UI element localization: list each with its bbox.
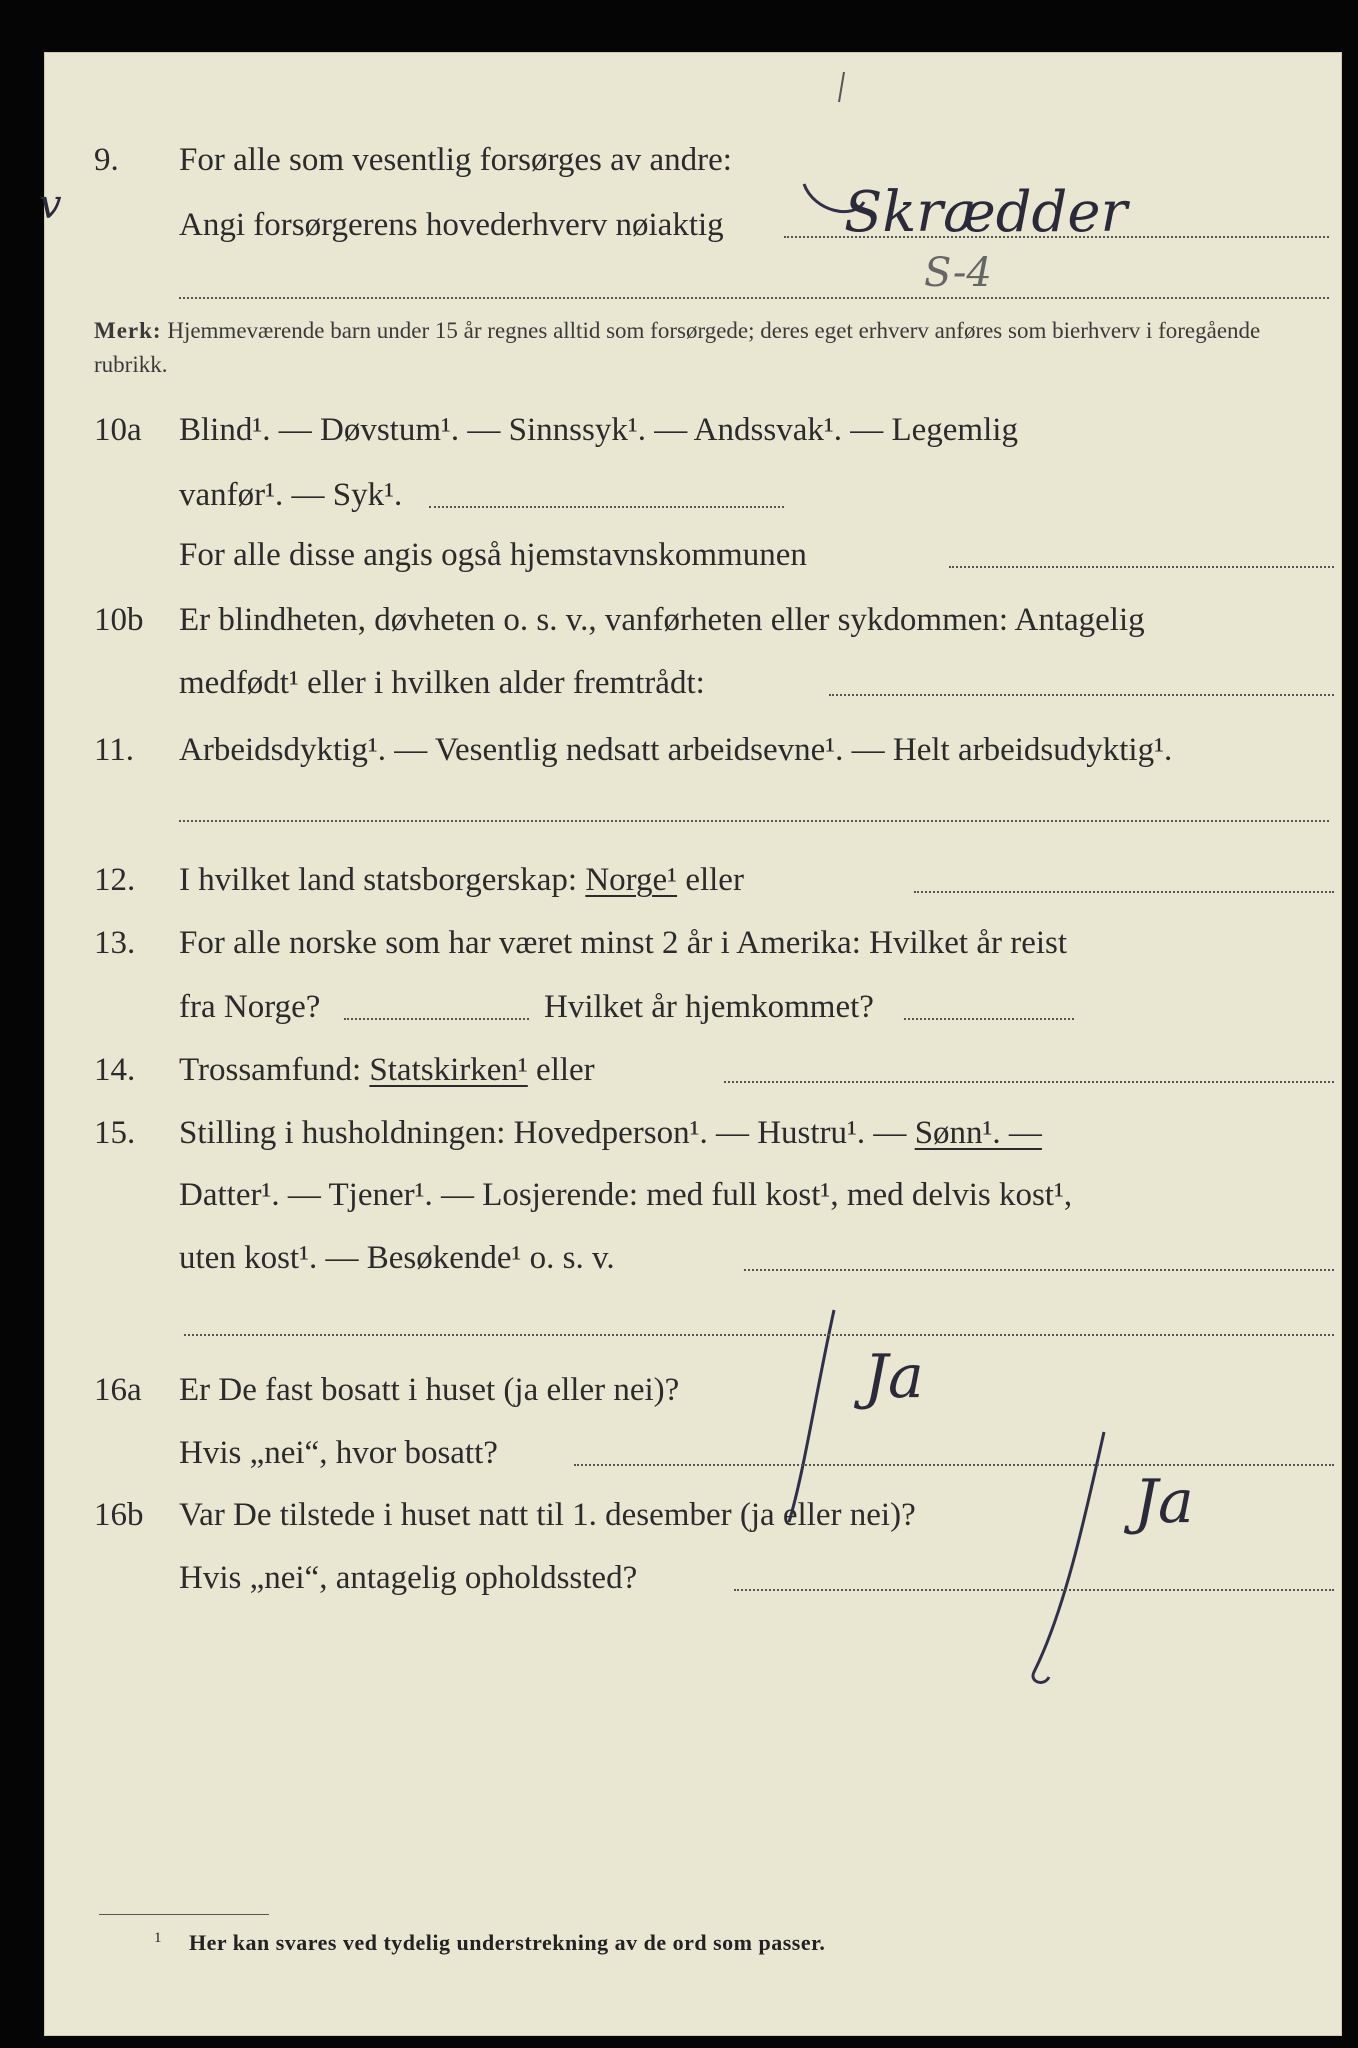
- q13-row-2: [44, 984, 1342, 1030]
- q11-line-1: Arbeidsdyktig¹. — Vesentlig nedsatt arbeidsevne¹. — Helt arbeidsudyktig¹.: [179, 732, 1173, 768]
- q13-line-1: For alle norske som har været minst 2 år i Amerika: Hvilket år reist: [179, 925, 1068, 961]
- q16b-handwritten-answer: Ja: [1134, 1467, 1194, 1537]
- footnote-text: Her kan svares ved tydelig understrekning av de ord som passer.: [189, 1930, 826, 1955]
- footnote-rule: [99, 1914, 269, 1915]
- q13-line-2a: fra Norge?: [179, 989, 321, 1025]
- q16b-row-2: [44, 1555, 1342, 1601]
- q10a-number: 10a: [94, 412, 142, 448]
- q16a-handwritten-answer: Ja: [864, 1342, 924, 1412]
- q14-prefix: Trossamfund:: [179, 1052, 362, 1088]
- q10a-row-3: [44, 532, 1342, 578]
- q12-dots: [914, 891, 1334, 893]
- footnote: [154, 1930, 825, 1956]
- q15-row-1: [44, 1110, 1342, 1156]
- q11-dots: [179, 820, 1329, 822]
- q10b-row-2: [44, 660, 1342, 706]
- q9-number: 9.: [94, 142, 119, 178]
- q14-line: [179, 1047, 595, 1093]
- merk-label: Merk:: [94, 318, 162, 343]
- q9-row-2: [44, 202, 1342, 248]
- q15-extra-dots: [184, 1334, 1334, 1336]
- q11-number: 11.: [94, 732, 135, 768]
- q11-row-1: [44, 727, 1342, 773]
- q12-number: 12.: [94, 862, 136, 898]
- q13-line-2b: Hvilket år hjemkommet?: [544, 989, 874, 1025]
- q14-suffix: eller: [536, 1052, 595, 1088]
- q10b-line-1: Er blindheten, døvheten o. s. v., vanførheten eller sykdommen: Antagelig: [179, 602, 1145, 638]
- q15-line-1-prefix: Stilling i husholdningen: Hovedperson¹. — Hustru¹. —: [179, 1115, 907, 1151]
- q13-dots-b: [904, 1018, 1074, 1020]
- q15-line-1: [179, 1110, 1042, 1156]
- q9-line-2: Angi forsørgerens hovederhverv nøiaktig: [179, 207, 724, 243]
- q15-underlined-answer: Sønn¹. —: [914, 1115, 1042, 1151]
- q9-annotation: S-4: [924, 250, 992, 296]
- q13-number: 13.: [94, 925, 136, 961]
- q16a-dots: [574, 1464, 1334, 1466]
- q10a-line-3-dots: [949, 566, 1334, 568]
- q14-row: [44, 1047, 1342, 1093]
- q16a-row-1: [44, 1367, 1342, 1413]
- q10a-row-1: [44, 407, 1342, 453]
- q15-number: 15.: [94, 1115, 136, 1151]
- q16b-number: 16b: [94, 1497, 144, 1533]
- q10a-line-2-dots: [429, 506, 784, 508]
- q9-row-1: [44, 137, 1342, 183]
- q15-row-2: [44, 1172, 1342, 1218]
- q10b-number: 10b: [94, 602, 144, 638]
- q9-extra-line: [179, 297, 1329, 299]
- q12-line: [179, 857, 744, 903]
- q12-suffix: eller: [685, 862, 744, 898]
- q13-dots-a: [344, 1018, 529, 1020]
- q16a-line-2: Hvis „nei“, hvor bosatt?: [179, 1435, 498, 1471]
- q16b-line-1: Var De tilstede i huset natt til 1. desember (ja eller nei)?: [179, 1497, 916, 1533]
- q13-row-1: [44, 920, 1342, 966]
- merk-text: Hjemmeværende barn under 15 år regnes alltid som forsørgede; deres eget erhverv anføres som bierhverv i foregående rubrikk.: [94, 318, 1261, 377]
- q10a-line-1: Blind¹. — Døvstum¹. — Sinnssyk¹. — Andssvak¹. — Legemlig: [179, 412, 1018, 448]
- q10b-line-2: medfødt¹ eller i hvilken alder fremtrådt:: [179, 665, 705, 701]
- q12-prefix: I hvilket land statsborgerskap:: [179, 862, 578, 898]
- q15-line-3: uten kost¹. — Besøkende¹ o. s. v.: [179, 1240, 615, 1276]
- q16a-line-1: Er De fast bosatt i huset (ja eller nei)?: [179, 1372, 680, 1408]
- q10b-row-1: [44, 597, 1342, 643]
- footnote-mark: 1: [154, 1930, 162, 1946]
- q16a-number: 16a: [94, 1372, 142, 1408]
- q9-line-1: For alle som vesentlig forsørges av andre:: [179, 142, 732, 178]
- q15-line-2: Datter¹. — Tjener¹. — Losjerende: med full kost¹, med delvis kost¹,: [179, 1177, 1073, 1213]
- q14-dots: [724, 1081, 1334, 1083]
- q10a-row-2: [44, 472, 1342, 518]
- census-form-page: [39, 52, 1342, 2036]
- q10a-line-3: For alle disse angis også hjemstavnskommunen: [179, 537, 807, 573]
- merk-note: [94, 314, 1334, 382]
- q15-dots: [744, 1269, 1334, 1271]
- q16b-line-2: Hvis „nei“, antagelig opholdssted?: [179, 1560, 638, 1596]
- q12-underlined-answer: Norge¹: [585, 862, 678, 898]
- q10b-dots: [829, 694, 1334, 696]
- q15-row-3: [44, 1235, 1342, 1281]
- q9-handwritten-answer: Skrædder: [844, 180, 1128, 245]
- q10a-line-2: vanfør¹. — Syk¹.: [179, 477, 403, 513]
- q14-number: 14.: [94, 1052, 136, 1088]
- q14-underlined-answer: Statskirken¹: [369, 1052, 528, 1088]
- q12-row: [44, 857, 1342, 903]
- margin-mark: v: [39, 182, 62, 228]
- q16b-dots: [734, 1589, 1334, 1591]
